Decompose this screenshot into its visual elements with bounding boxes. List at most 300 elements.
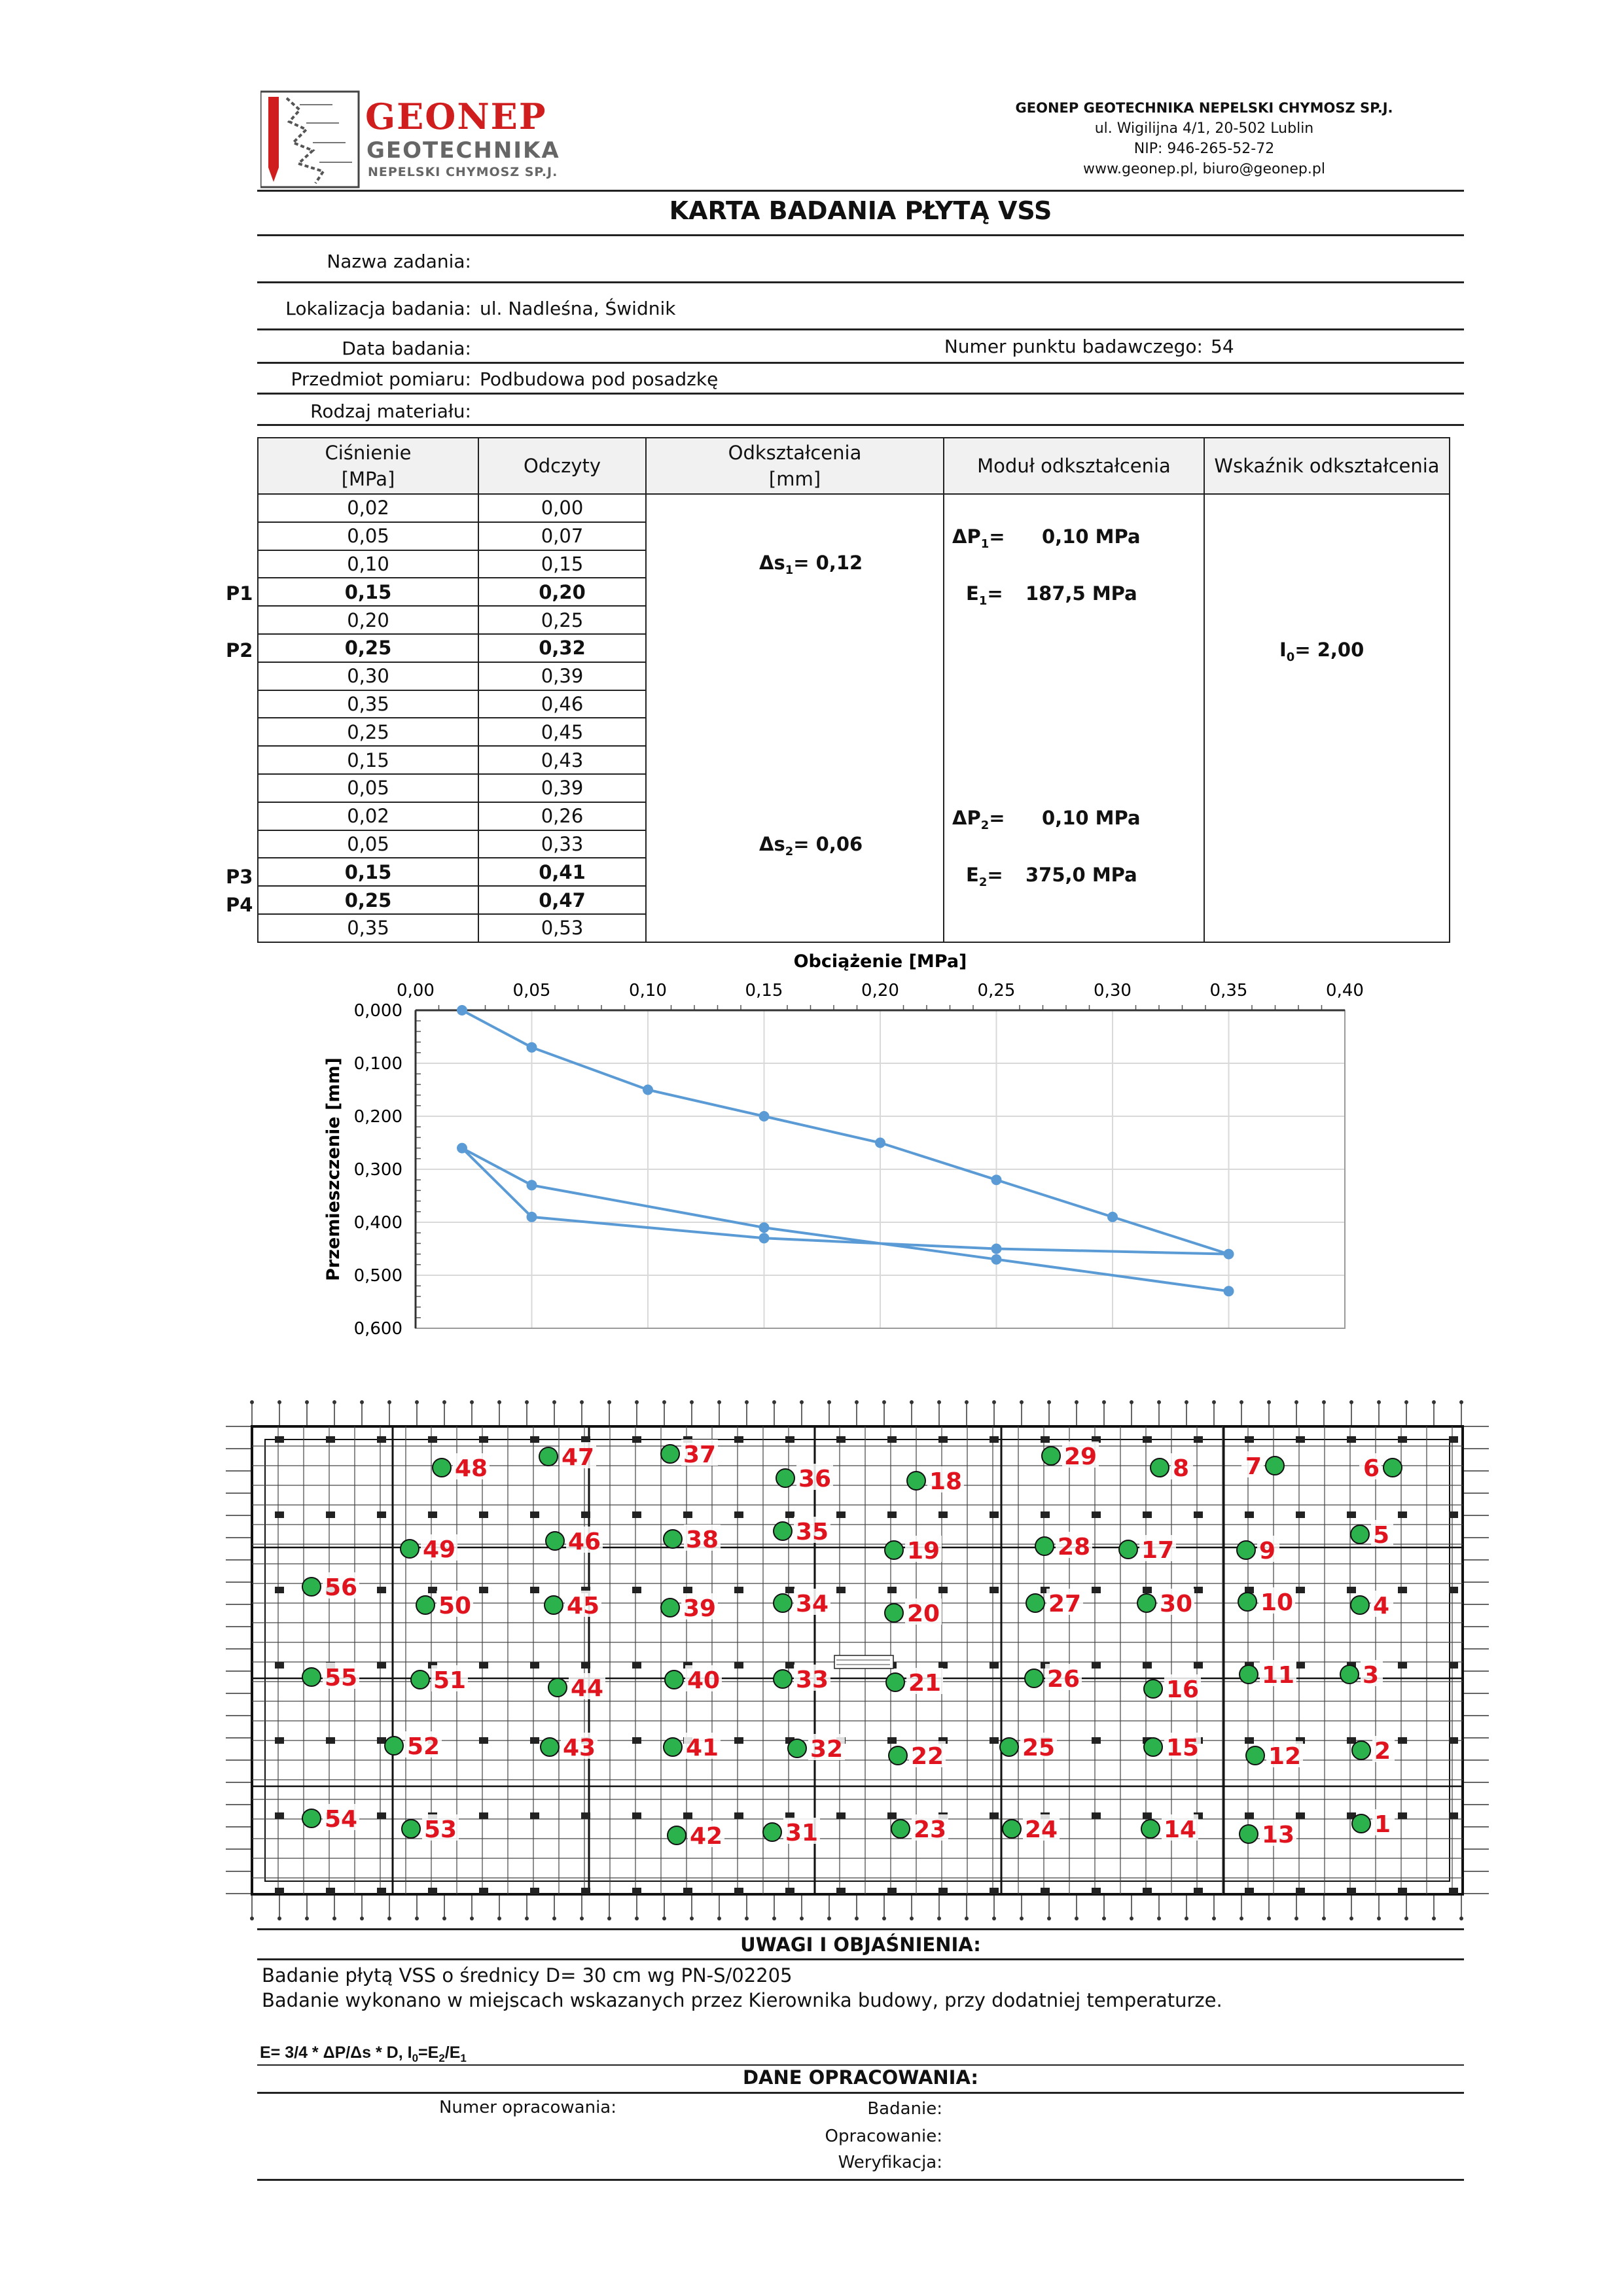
header-odksztalcenia-unit: [mm] — [768, 468, 821, 490]
ds1-label: Δs — [759, 552, 785, 574]
ds2-value — [759, 833, 863, 858]
column-symbol — [990, 1662, 999, 1669]
data-point — [643, 1085, 653, 1095]
column-symbol — [479, 1436, 488, 1443]
dimension-dot — [965, 1916, 969, 1920]
x-tick-label: 0,15 — [745, 981, 783, 1000]
dimension-dot — [1185, 1400, 1188, 1404]
dp1-eq: = — [989, 525, 1005, 548]
dimension-dot — [387, 1916, 391, 1920]
test-point-label: 52 — [407, 1733, 440, 1760]
dimension-dot — [525, 1916, 529, 1920]
test-point-label: 28 — [1058, 1534, 1091, 1561]
test-point-marker — [1246, 1746, 1264, 1765]
field-lokalizacja-value: ul. Nadleśna, Świdnik — [480, 298, 676, 319]
column-symbol — [990, 1888, 999, 1894]
e1-label-cell — [966, 582, 1003, 608]
column-symbol — [530, 1587, 539, 1593]
reading-cell: 0,45 — [478, 718, 646, 746]
column-symbol — [1398, 1888, 1407, 1894]
test-point-marker — [541, 1738, 559, 1756]
column-symbol — [632, 1888, 641, 1894]
field-numer-punktu-value: 54 — [1211, 336, 1234, 357]
company-nip: NIP: 946-265-52-72 — [1133, 141, 1275, 157]
dimension-dot — [937, 1400, 941, 1404]
y-axis-title: Przemieszczenie [mm] — [323, 1057, 344, 1281]
test-point-label: 31 — [785, 1820, 819, 1846]
test-point-label: 41 — [686, 1735, 719, 1761]
test-point-marker — [664, 1530, 682, 1548]
column-symbol — [581, 1662, 590, 1669]
dimension-dot — [360, 1400, 364, 1404]
test-point-marker — [774, 1522, 792, 1540]
dimension-dot — [1212, 1916, 1216, 1920]
dane-title: DANE OPRACOWANIA: — [742, 2066, 979, 2089]
dimension-dot — [1075, 1916, 1079, 1920]
test-point-marker — [907, 1472, 925, 1490]
header-cisnienie-label: Ciśnienie — [325, 442, 412, 464]
column-symbol — [734, 1587, 743, 1593]
x-tick-label: 0,35 — [1209, 981, 1248, 1000]
field-przedmiot-label: Przedmiot pomiaru: — [291, 368, 471, 390]
row-tag: P1 — [226, 582, 253, 605]
dane-weryfikacja-label: Weryfikacja: — [838, 2153, 942, 2172]
ds2-sub: 2 — [785, 844, 794, 858]
y-tick-label: 0,400 — [353, 1213, 402, 1233]
column-symbol — [1245, 1511, 1254, 1518]
test-point-marker — [1266, 1457, 1284, 1475]
field-lokalizacja-label: Lokalizacja badania: — [285, 298, 471, 319]
test-point-marker — [1352, 1814, 1370, 1833]
test-point-marker — [416, 1596, 435, 1614]
test-point-label: 20 — [907, 1600, 940, 1627]
company-name: GEONEP GEOTECHNIKA NEPELSKI CHYMOSZ SP.J. — [1015, 100, 1393, 116]
series-line — [462, 1010, 1229, 1291]
pressure-cell: 0,10 — [258, 550, 478, 578]
column-symbol — [275, 1888, 284, 1894]
formula-sub2: 2 — [438, 2052, 445, 2064]
dimension-dot — [497, 1400, 501, 1404]
test-point-marker — [1137, 1594, 1156, 1612]
test-point-label: 25 — [1022, 1735, 1056, 1761]
reading-cell: 0,39 — [478, 774, 646, 802]
field-przedmiot-value: Podbudowa pod posadzkę — [480, 368, 719, 390]
test-point-marker — [1237, 1541, 1255, 1559]
i0-value — [1279, 639, 1364, 664]
dimension-dot — [662, 1916, 666, 1920]
i0-sub: 0 — [1286, 650, 1295, 664]
column-symbol — [1143, 1888, 1152, 1894]
e2-label-cell — [966, 864, 1003, 889]
column-symbol — [938, 1436, 948, 1443]
column-symbol — [326, 1436, 335, 1443]
dimension-dot — [1432, 1916, 1436, 1920]
column-symbol — [581, 1436, 590, 1443]
data-point — [991, 1254, 1002, 1265]
x-axis-title: Obciążenie [MPa] — [793, 951, 967, 972]
ds1-value — [759, 552, 863, 577]
column-symbol — [1143, 1662, 1152, 1669]
test-point-label: 47 — [562, 1444, 595, 1471]
column-symbol — [734, 1436, 743, 1443]
test-point-label: 7 — [1245, 1453, 1262, 1480]
divider — [257, 2092, 1464, 2094]
test-point-label: 53 — [424, 1816, 457, 1843]
y-tick-label: 0,500 — [353, 1266, 402, 1286]
column-symbol — [836, 1587, 846, 1593]
test-point-label: 9 — [1259, 1538, 1276, 1564]
ds1-sub: 1 — [785, 563, 794, 577]
dimension-dot — [470, 1400, 474, 1404]
pressure-cell: 0,05 — [258, 522, 478, 550]
company-info — [785, 98, 1623, 179]
test-point-marker — [544, 1596, 563, 1614]
pressure-cell: 0,25 — [258, 886, 478, 914]
header-odczyty: Odczyty — [478, 438, 646, 494]
test-point-label: 37 — [683, 1441, 717, 1468]
dimension-dot — [387, 1400, 391, 1404]
column-symbol — [1245, 1812, 1254, 1819]
dimension-dot — [1102, 1400, 1106, 1404]
divider — [257, 190, 1464, 192]
divider — [257, 393, 1464, 395]
column-symbol — [836, 1436, 846, 1443]
logo-line1: GEOTECHNIKA — [366, 137, 560, 164]
dp1-label: ΔP — [952, 525, 981, 548]
x-tick-label: 0,40 — [1326, 981, 1364, 1000]
test-point-marker — [1383, 1458, 1402, 1477]
column-symbol — [1092, 1587, 1101, 1593]
test-point-marker — [1144, 1738, 1162, 1756]
test-point-marker — [1144, 1680, 1162, 1698]
ds2-number: = 0,06 — [793, 833, 863, 855]
formula-sub0: 0 — [412, 2052, 419, 2064]
test-point-label: 14 — [1164, 1816, 1197, 1843]
dimension-dot — [1432, 1400, 1436, 1404]
reading-cell: 0,33 — [478, 830, 646, 858]
column-symbol — [990, 1737, 999, 1744]
column-symbol — [734, 1511, 743, 1518]
reading-cell: 0,32 — [478, 634, 646, 662]
notes-title: UWAGI I OBJAŚNIENIA: — [740, 1934, 981, 1956]
dimension-dot — [1404, 1916, 1408, 1920]
test-point-marker — [763, 1823, 781, 1841]
test-point-label: 51 — [433, 1667, 467, 1694]
x-tick-label: 0,20 — [861, 981, 899, 1000]
test-point-marker — [1025, 1669, 1043, 1687]
column-symbol — [275, 1587, 284, 1593]
test-point-label: 29 — [1064, 1443, 1097, 1470]
column-symbol — [530, 1662, 539, 1669]
dimension-dot — [277, 1400, 281, 1404]
column-symbol — [530, 1888, 539, 1894]
dimension-dot — [717, 1916, 721, 1920]
test-point-marker — [1000, 1738, 1018, 1756]
data-point — [1107, 1212, 1118, 1222]
column-symbol — [1449, 1662, 1458, 1669]
data-point — [875, 1138, 885, 1148]
test-point-marker — [885, 1541, 903, 1559]
i0-label: I — [1279, 639, 1287, 661]
y-tick-label: 0,600 — [353, 1319, 402, 1339]
dimension-dot — [442, 1916, 446, 1920]
column-symbol — [377, 1662, 386, 1669]
table-row — [258, 494, 1450, 522]
column-symbol — [938, 1662, 948, 1669]
column-symbol — [275, 1436, 284, 1443]
test-point-marker — [774, 1670, 792, 1688]
dimension-dot — [965, 1400, 969, 1404]
column-symbol — [479, 1662, 488, 1669]
test-point-marker — [1340, 1665, 1359, 1684]
column-symbol — [632, 1436, 641, 1443]
test-point-label: 55 — [325, 1665, 358, 1691]
reading-cell: 0,46 — [478, 690, 646, 718]
test-point-label: 21 — [908, 1670, 942, 1697]
test-point-label: 43 — [563, 1735, 596, 1761]
dimension-dot — [607, 1916, 611, 1920]
column-symbol — [377, 1812, 386, 1819]
column-symbol — [1296, 1511, 1305, 1518]
dimension-dot — [525, 1400, 529, 1404]
column-symbol — [479, 1511, 488, 1518]
column-symbol — [836, 1888, 846, 1894]
e1-sub: 1 — [978, 593, 988, 608]
dimension-dot — [910, 1916, 914, 1920]
dimension-dot — [305, 1916, 309, 1920]
logo-brand: GEONEP — [365, 96, 547, 137]
y-tick-label: 0,300 — [353, 1160, 402, 1180]
e1-value: 187,5 MPa — [1026, 582, 1137, 605]
column-symbol — [1398, 1587, 1407, 1593]
column-symbol — [1347, 1587, 1356, 1593]
pressure-cell: 0,05 — [258, 774, 478, 802]
test-point-marker — [891, 1820, 910, 1838]
test-point-label: 33 — [796, 1667, 829, 1693]
test-point-marker — [385, 1737, 403, 1755]
column-symbol — [530, 1737, 539, 1744]
dimension-dot — [497, 1916, 501, 1920]
e2-eq: = — [987, 864, 1003, 886]
dimension-dot — [855, 1400, 859, 1404]
pressure-cell: 0,15 — [258, 746, 478, 774]
dimension-dot — [1294, 1400, 1298, 1404]
company-address: ul. Wigilijna 4/1, 20-502 Lublin — [1094, 120, 1314, 137]
column-symbol — [275, 1812, 284, 1819]
dimension-dot — [415, 1916, 419, 1920]
test-point-label: 15 — [1166, 1735, 1200, 1761]
column-symbol — [530, 1436, 539, 1443]
test-point-marker — [1351, 1596, 1369, 1614]
pressure-cell: 0,25 — [258, 718, 478, 746]
column-symbol — [428, 1587, 437, 1593]
column-symbol — [1398, 1737, 1407, 1744]
field-nazwa-label: Nazwa zadania: — [327, 251, 471, 272]
column-symbol — [632, 1587, 641, 1593]
column-symbol — [938, 1587, 948, 1593]
pressure-cell: 0,05 — [258, 830, 478, 858]
column-symbol — [1449, 1888, 1458, 1894]
column-symbol — [887, 1587, 897, 1593]
test-point-label: 30 — [1160, 1591, 1193, 1617]
test-point-marker — [302, 1578, 321, 1596]
reading-cell: 0,20 — [478, 578, 646, 606]
dimension-dot — [635, 1400, 639, 1404]
test-point-label: 26 — [1047, 1666, 1080, 1693]
dimension-dot — [1377, 1916, 1381, 1920]
test-point-label: 23 — [914, 1816, 947, 1843]
logo-line2: NEPELSKI CHYMOSZ SP.J. — [368, 165, 558, 179]
test-point-marker — [1351, 1525, 1369, 1544]
e2-label: E — [966, 864, 979, 886]
ds2-label: Δs — [759, 833, 785, 855]
note-line-1: Badanie płytą VSS o średnicy D= 30 cm wg PN-S/02205 — [262, 1964, 793, 1987]
test-point-marker — [548, 1678, 567, 1697]
test-point-marker — [661, 1598, 679, 1617]
dimension-dot — [635, 1916, 639, 1920]
test-point-label: 54 — [325, 1806, 358, 1833]
column-symbol — [377, 1587, 386, 1593]
column-symbol — [1092, 1812, 1101, 1819]
dimension-dot — [1322, 1916, 1326, 1920]
column-symbol — [1143, 1436, 1152, 1443]
column-symbol — [275, 1511, 284, 1518]
dimension-dot — [552, 1916, 556, 1920]
column-symbol — [1245, 1737, 1254, 1744]
test-point-marker — [1238, 1593, 1257, 1611]
test-point-marker — [1042, 1447, 1060, 1465]
test-point-label: 42 — [690, 1823, 723, 1850]
divider — [257, 1928, 1464, 1930]
column-symbol — [887, 1436, 897, 1443]
test-point-label: 12 — [1268, 1743, 1302, 1770]
dimension-dot — [827, 1400, 831, 1404]
dimension-dot — [937, 1916, 941, 1920]
column-symbol — [1143, 1511, 1152, 1518]
legend-box — [834, 1655, 893, 1669]
test-point-marker — [886, 1673, 904, 1691]
test-point-label: 35 — [796, 1519, 829, 1545]
field-numer-punktu-label: Numer punktu badawczego: — [944, 336, 1203, 357]
test-point-label: 3 — [1363, 1662, 1380, 1689]
dimension-dot — [1349, 1400, 1353, 1404]
dimension-dot — [800, 1400, 804, 1404]
dimension-dot — [662, 1400, 666, 1404]
column-symbol — [632, 1812, 641, 1819]
test-point-marker — [539, 1447, 558, 1466]
test-point-label: 40 — [687, 1667, 721, 1694]
dimension-dot — [332, 1916, 336, 1920]
row-tag: P2 — [226, 639, 253, 662]
dimension-dot — [690, 1400, 694, 1404]
column-symbol — [632, 1662, 641, 1669]
test-point-label: 18 — [929, 1468, 963, 1495]
header-wskaznik: Wskaźnik odkształcenia — [1204, 438, 1450, 494]
test-point-label: 2 — [1374, 1738, 1391, 1765]
column-symbol — [530, 1511, 539, 1518]
column-symbol — [1347, 1737, 1356, 1744]
column-symbol — [1092, 1662, 1101, 1669]
column-symbol — [1194, 1888, 1203, 1894]
table-header-row — [258, 438, 1450, 494]
x-tick-label: 0,10 — [629, 981, 667, 1000]
column-symbol — [1041, 1511, 1050, 1518]
test-point-label: 34 — [796, 1591, 829, 1617]
company-contact: www.geonep.pl, biuro@geonep.pl — [1083, 161, 1325, 177]
dimension-dot — [250, 1400, 254, 1404]
column-symbol — [1092, 1511, 1101, 1518]
measurement-table — [257, 437, 1450, 943]
data-point — [457, 1143, 467, 1154]
data-point — [991, 1244, 1002, 1254]
column-symbol — [581, 1511, 590, 1518]
dimension-dot — [910, 1400, 914, 1404]
column-symbol — [428, 1436, 437, 1443]
column-symbol — [785, 1587, 794, 1593]
column-symbol — [1398, 1511, 1407, 1518]
dimension-dot — [552, 1400, 556, 1404]
formula-mid: =E — [418, 2043, 439, 2062]
column-symbol — [275, 1662, 284, 1669]
dimension-dot — [1157, 1400, 1161, 1404]
column-symbol — [326, 1511, 335, 1518]
reading-cell: 0,15 — [478, 550, 646, 578]
column-symbol — [1041, 1436, 1050, 1443]
dimension-dot — [1047, 1400, 1051, 1404]
i0-number: = 2,00 — [1294, 639, 1364, 661]
column-symbol — [785, 1511, 794, 1518]
test-point-marker — [788, 1739, 806, 1757]
test-point-marker — [433, 1458, 451, 1477]
e1-label: E — [966, 582, 979, 605]
column-symbol — [1347, 1888, 1356, 1894]
note-line-2: Badanie wykonano w miejscach wskazanych przez Kierownika budowy, przy dodatniej temperaturze. — [262, 1989, 1222, 2011]
dimension-dot — [717, 1400, 721, 1404]
header-cisnienie — [258, 438, 478, 494]
column-symbol — [1449, 1511, 1458, 1518]
data-point — [759, 1233, 770, 1243]
column-symbol — [887, 1511, 897, 1518]
column-symbol — [1092, 1737, 1101, 1744]
dimension-dot — [1349, 1916, 1353, 1920]
column-symbol — [887, 1888, 897, 1894]
dimension-dot — [1377, 1400, 1381, 1404]
test-point-marker — [1003, 1820, 1021, 1838]
y-tick-label: 0,100 — [353, 1054, 402, 1074]
divider — [257, 281, 1464, 283]
reading-cell: 0,26 — [478, 802, 646, 830]
header-odksztalcenia-label: Odkształcenia — [728, 442, 862, 464]
column-symbol — [326, 1888, 335, 1894]
column-symbol — [326, 1737, 335, 1744]
column-symbol — [1296, 1436, 1305, 1443]
wskaznik-column — [1204, 494, 1450, 942]
column-symbol — [1194, 1587, 1203, 1593]
test-point-marker — [1240, 1665, 1258, 1684]
dimension-dot — [882, 1400, 886, 1404]
column-symbol — [1296, 1812, 1305, 1819]
dimension-dot — [1294, 1916, 1298, 1920]
pressure-cell: 0,25 — [258, 634, 478, 662]
column-symbol — [1449, 1737, 1458, 1744]
test-point-marker — [1141, 1820, 1160, 1838]
dimension-dot — [1075, 1400, 1079, 1404]
dimension-dot — [1404, 1400, 1408, 1404]
column-symbol — [1398, 1812, 1407, 1819]
column-symbol — [479, 1812, 488, 1819]
formula — [260, 2043, 467, 2065]
data-point — [527, 1212, 537, 1222]
